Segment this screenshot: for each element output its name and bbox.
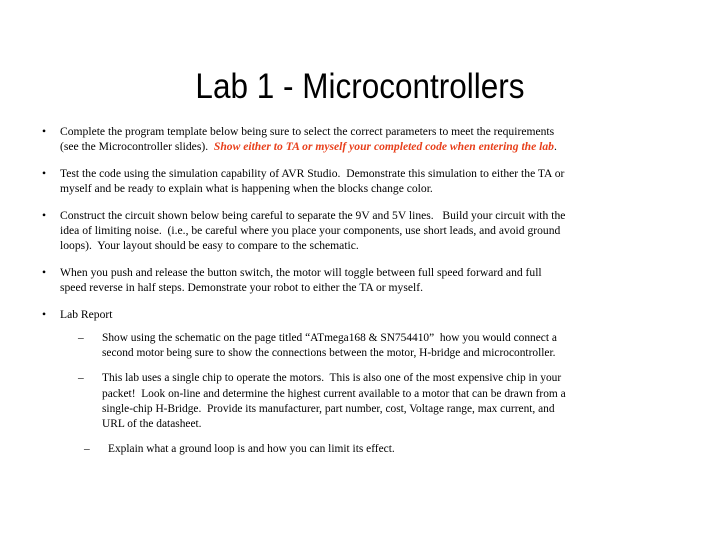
bullet-marker-icon: • <box>42 125 47 138</box>
dash-marker-icon: – <box>78 372 84 385</box>
sub-bullet-3-line-1: Explain what a ground loop is and how you can limit its effect. <box>108 443 395 456</box>
bullet-4-line-1: When you push and release the button switch, the motor will toggle between full speed forward and full <box>60 265 542 279</box>
bullet-marker-icon: • <box>42 265 47 279</box>
sub-bullet-item-2 <box>76 371 686 432</box>
bullet-4-line-2: speed reverse in half steps. Demonstrate your robot to either the TA or myself. <box>60 281 423 295</box>
bullet-1-emphasis-red: Show either to TA or myself your completed code when entering the lab <box>213 140 554 154</box>
bullet-3-line-3: loops). Your layout should be easy to compare to the schematic. <box>60 239 359 253</box>
bullet-marker-icon: • <box>42 307 47 321</box>
bullet-item-3 <box>38 208 686 254</box>
sub-bullet-2-line-1: This lab uses a single chip to operate the motors. This is also one of the most expensive chip in your <box>102 372 562 385</box>
bullet-item-lab-report <box>38 307 686 322</box>
bullet-1-line-2 <box>60 139 686 154</box>
sub-bullet-list <box>38 331 686 457</box>
dash-marker-icon: – <box>84 443 90 456</box>
sub-bullet-1-line-1: Show using the schematic on the page titled “ATmega168 & SN754410” how you would connect a <box>102 332 557 345</box>
bullet-marker-icon: • <box>42 208 47 222</box>
bullet-1-line-1: Complete the program template below being sure to select the correct parameters to meet the requirements <box>60 125 555 138</box>
sub-bullet-2-line-4: URL of the datasheet. <box>102 418 202 431</box>
sub-bullet-1-line-2: second motor being sure to show the connections between the motor, H-bridge and microcontroller. <box>102 347 556 360</box>
sub-bullet-2-line-3: single-chip H-Bridge. Provide its manufacturer, part number, cost, Voltage range, max current, and <box>102 402 555 415</box>
bullet-3-line-1: Construct the circuit shown below being careful to separate the 9V and 5V lines. Build your circuit with the <box>60 208 566 222</box>
bullet-2-line-2: myself and be ready to explain what is happening when the blocks change color. <box>60 182 433 196</box>
sub-bullet-2-line-2: packet! Look on-line and determine the highest current available to a motor that can be drawn from a <box>102 387 566 400</box>
bullet-1-line-2-suffix: . <box>553 140 557 154</box>
dash-marker-icon: – <box>78 332 84 345</box>
bullet-5-line-1: Lab Report <box>60 307 113 321</box>
sub-bullet-item-1 <box>76 331 686 361</box>
bullet-3-line-2: idea of limiting noise. (i.e., be careful where you place your components, use short leads, and avoid ground <box>60 224 561 238</box>
bullet-item-4 <box>38 265 686 296</box>
bullet-2-line-1: Test the code using the simulation capability of AVR Studio. Demonstrate this simulation to either the TA or <box>60 166 565 180</box>
slide-body <box>38 124 686 467</box>
bullet-item-1 <box>38 124 686 155</box>
page-title: Lab 1 - Microcontrollers <box>195 67 525 107</box>
bullet-item-2 <box>38 166 686 197</box>
bullet-marker-icon: • <box>42 166 47 180</box>
bullet-1-line-2-prefix: (see the Microcontroller slides). <box>60 140 214 154</box>
sub-bullet-item-3 <box>82 442 686 457</box>
